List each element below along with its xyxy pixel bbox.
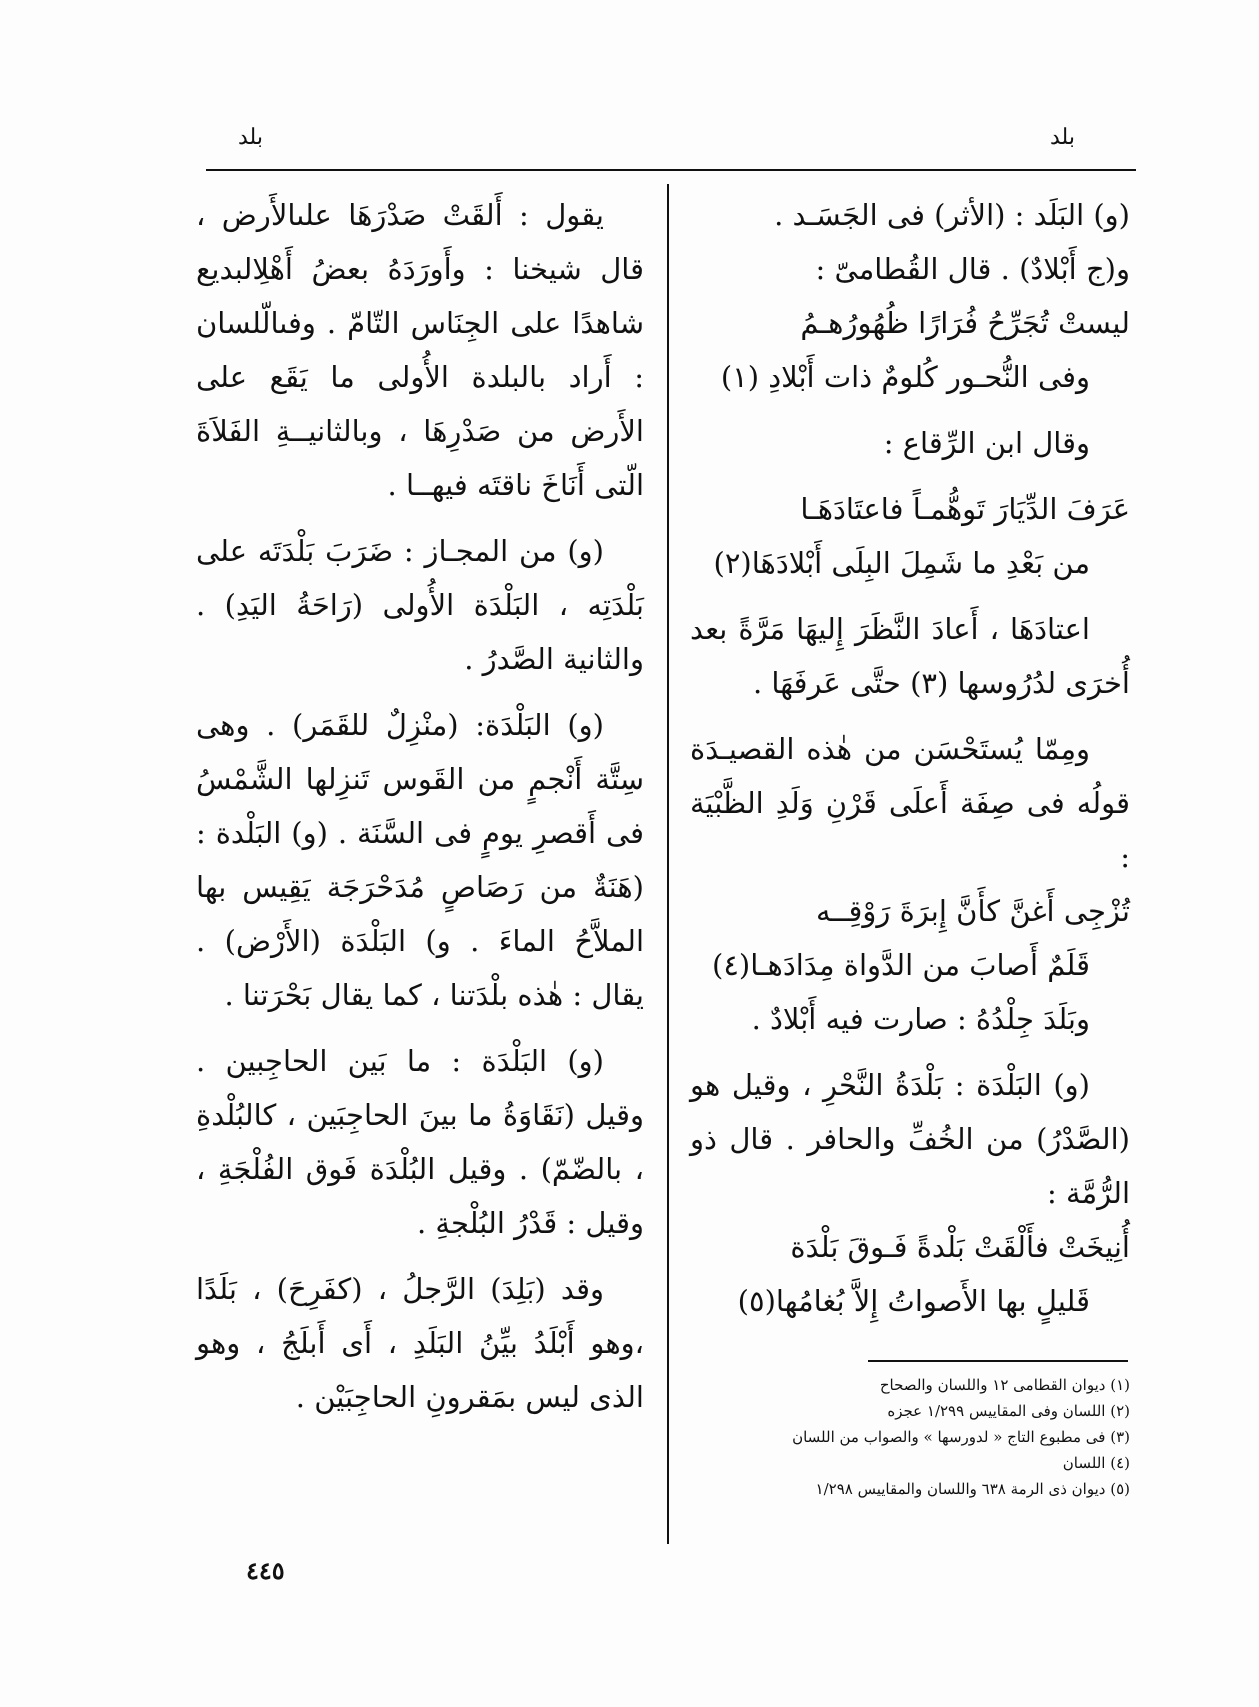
paragraph: و(ج أَبْلادٌ) . قال القُطامىّ :: [815, 252, 1130, 286]
verse-line: عَرَفَ الدِّيَارَ تَوهُّمـاً فاعتَادَهَـا: [800, 492, 1130, 526]
column-divider: [667, 184, 669, 1544]
paragraph: اعتادَهَا ، أَعادَ النَّظَرَ إِليهَا مَرَّةً بعد أُخرَى لدُرُوسها (٣) حتَّى عَرفَهَا .: [690, 612, 1130, 700]
verse-line: تُزْجِى أَغنَّ كأَنَّ إِبرَةَ رَوْقِــه: [815, 894, 1130, 928]
paragraph: يقول : أَلقَتْ صَدْرَهَا علىالأَرض ، قال شيخنا : وأَورَدَهُ بعضُ أَهْلِالبديع شاهدًا على الجِنَاس التّامّ . وفىالّلسان : أَراد بالبلدة الأُولى ما يَقَع على الأَرض من صَدْرِهَا ، وبالثانيــةِ الفَلاَةَ الّتى أَنَاخَ ناقتَه فيهــا .: [196, 198, 644, 502]
footnote: (٤) اللسان: [1062, 1454, 1130, 1472]
header-entry-word-left: بلد: [238, 125, 263, 150]
verse-line: أُنِيخَتْ فأَلْقَتْ بَلْدةً فَـوقَ بَلْدَة: [790, 1230, 1130, 1264]
footnote-rule: [868, 1360, 1128, 1362]
paragraph: (و) البَلْدَة: (منْزِلٌ للقَمَر) . وهى سِتَّة أَنْجمٍ من القَوس تَنزِلها الشَّمْسُ فى أَقصرِ يومٍ فى السَّنَة . (و) البَلْدة : (هَنَةٌ من رَصَاصٍ مُدَحْرَجَة يَقِيس بها الملاَّحُ الماءَ . و) البَلْدَة (الأَرْض) . يقال : هٰذه بلْدَتنا ، كما يقال بَحْرَتنا .: [196, 708, 644, 1012]
page-number: ٤٤٥: [246, 1556, 285, 1585]
verse-line: وفى النُّحـور كُلومٌ ذات أَبْلادِ (١): [720, 360, 1090, 394]
footnote: (١) ديوان القطامى ١٢ واللسان والصحاح: [879, 1376, 1130, 1394]
paragraph: وقد (بَلِدَ) الرَّجلُ ، (كفَرِحَ) ، بَلَدًا ،وهو أَبْلَدُ بيِّنُ البَلَدِ ، أَى أَبلَجُ ، وهو الذى ليس بمَقرونِ الحاجِبَيْن .: [196, 1272, 644, 1414]
footnote: (٥) ديوان ذى الرمة ٦٣٨ واللسان والمقاييس ١/٢٩٨: [815, 1480, 1130, 1498]
paragraph: (و) البَلْدَة : بَلْدَةُ النَّحْرِ ، وقيل هو (الصَّدْرُ) من الخُفِّ والحافر . قال ذو الرُّمَّة :: [690, 1068, 1130, 1210]
paragraph: ومِمّا يُستَحْسَن من هٰذه القصيـدَة قولُه فى صِفَة أَعلَى قَرْنِ وَلَدِ الظَّبْيَة :: [690, 732, 1130, 874]
left-column: [196, 188, 644, 1436]
footnotes: [690, 1372, 1130, 1502]
paragraph: (و) البَلْدَة : ما بَين الحاجِبين . وقيل (نَقَاوَةُ ما بينَ الحاجِبَين ، كالبُلْدةِ ، بالضّمّ) . وقيل البُلْدَة فَوق الفُلْجَةِ ، وقيل : قَدْرُ البُلْجةِ .: [196, 1044, 644, 1240]
header-rule: [206, 169, 1136, 171]
footnote: (٢) اللسان وفى المقاييس ١/٢٩٩ عجزه: [887, 1402, 1130, 1420]
paragraph: وبَلَدَ جِلْدُهُ : صارت فيه أَبْلادٌ .: [751, 1002, 1090, 1036]
header-entry-word-right: بلد: [1050, 125, 1075, 150]
paragraph: (و) من المجـاز : ضَرَبَ بَلْدَتَه على بَلْدَتِه ، البَلْدَة الأُولى (رَاحَةُ اليَدِ) . والثانية الصَّدرُ .: [196, 534, 644, 676]
right-column: [690, 188, 1130, 1328]
verse-line: ليستْ تُجَرِّحُ فُرَارًا ظُهُورُهـمُ: [800, 306, 1130, 340]
footnote: (٣) فى مطبوع التاج « لدورسها » والصواب من اللسان: [792, 1428, 1130, 1446]
paragraph: (و) البَلَد : (الأثر) فى الجَسَـد .: [774, 198, 1130, 232]
verse-line: قَلَمٌ أَصابَ من الدَّواة مِدَادَهـا(٤): [711, 948, 1090, 982]
verse-line: قَليلٍ بها الأَصواتُ إِلاَّ بُغامُها(٥): [737, 1284, 1090, 1318]
verse-line: من بَعْدِ ما شَمِلَ البِلَى أَبْلادَهَا(٢): [713, 546, 1090, 580]
paragraph: وقال ابن الرِّقاع :: [883, 426, 1090, 460]
